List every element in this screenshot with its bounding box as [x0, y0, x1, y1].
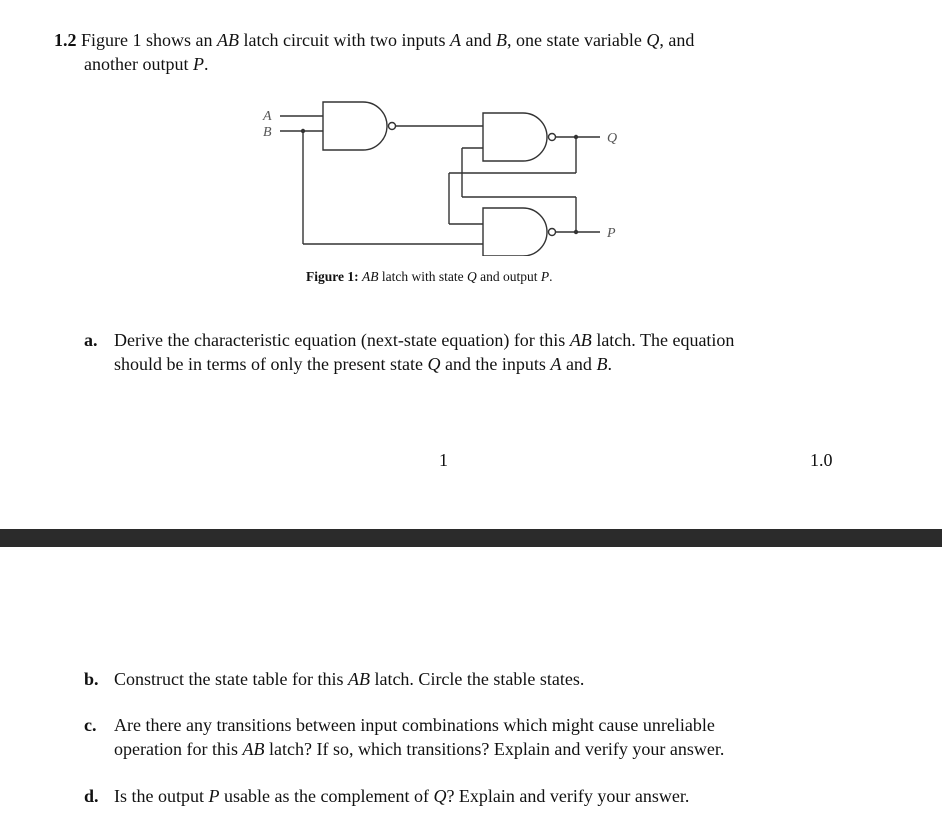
- latch-circuit-diagram: [255, 96, 635, 256]
- gate-1-bubble: [389, 123, 396, 130]
- nand-gate-1: [323, 102, 387, 150]
- problem-statement-line1: 1.2 Figure 1 shows an AB latch circuit with two inputs A and B, one state variable Q, and: [54, 30, 695, 50]
- junction-p: [574, 230, 578, 234]
- junction-b: [301, 129, 305, 133]
- nand-gate-3: [483, 208, 547, 256]
- gate-3-bubble: [549, 229, 556, 236]
- part-d-text: Is the output P usable as the complement of Q? Explain and verify your answer.: [114, 786, 690, 806]
- label-input-b: B: [263, 125, 272, 140]
- part-b-label: b.: [84, 669, 99, 689]
- page-number: 1: [439, 450, 448, 470]
- part-a-label: a.: [84, 330, 98, 350]
- nand-gate-2: [483, 113, 547, 161]
- label-input-a: A: [263, 109, 272, 124]
- figure-caption: Figure 1: AB latch with state Q and output P.: [306, 269, 553, 284]
- label-output-p: P: [607, 226, 616, 241]
- junction-q: [574, 135, 578, 139]
- problem-number: 1.2: [54, 30, 77, 50]
- part-a-line2: should be in terms of only the present state Q and the inputs A and B.: [114, 354, 612, 374]
- part-c-line2: operation for this AB latch? If so, which transitions? Explain and verify your answer.: [114, 739, 725, 759]
- part-a-line1: Derive the characteristic equation (next-state equation) for this AB latch. The equation: [114, 330, 735, 350]
- part-d-label: d.: [84, 786, 99, 806]
- page-break-bar: [0, 529, 942, 547]
- version-label: 1.0: [810, 450, 833, 470]
- part-c-line1: Are there any transitions between input combinations which might cause unreliable: [114, 715, 715, 735]
- label-output-q: Q: [607, 131, 618, 146]
- part-c-label: c.: [84, 715, 97, 735]
- problem-statement-line2: another output P.: [84, 54, 209, 74]
- gate-2-bubble: [549, 134, 556, 141]
- part-b-text: Construct the state table for this AB latch. Circle the stable states.: [114, 669, 585, 689]
